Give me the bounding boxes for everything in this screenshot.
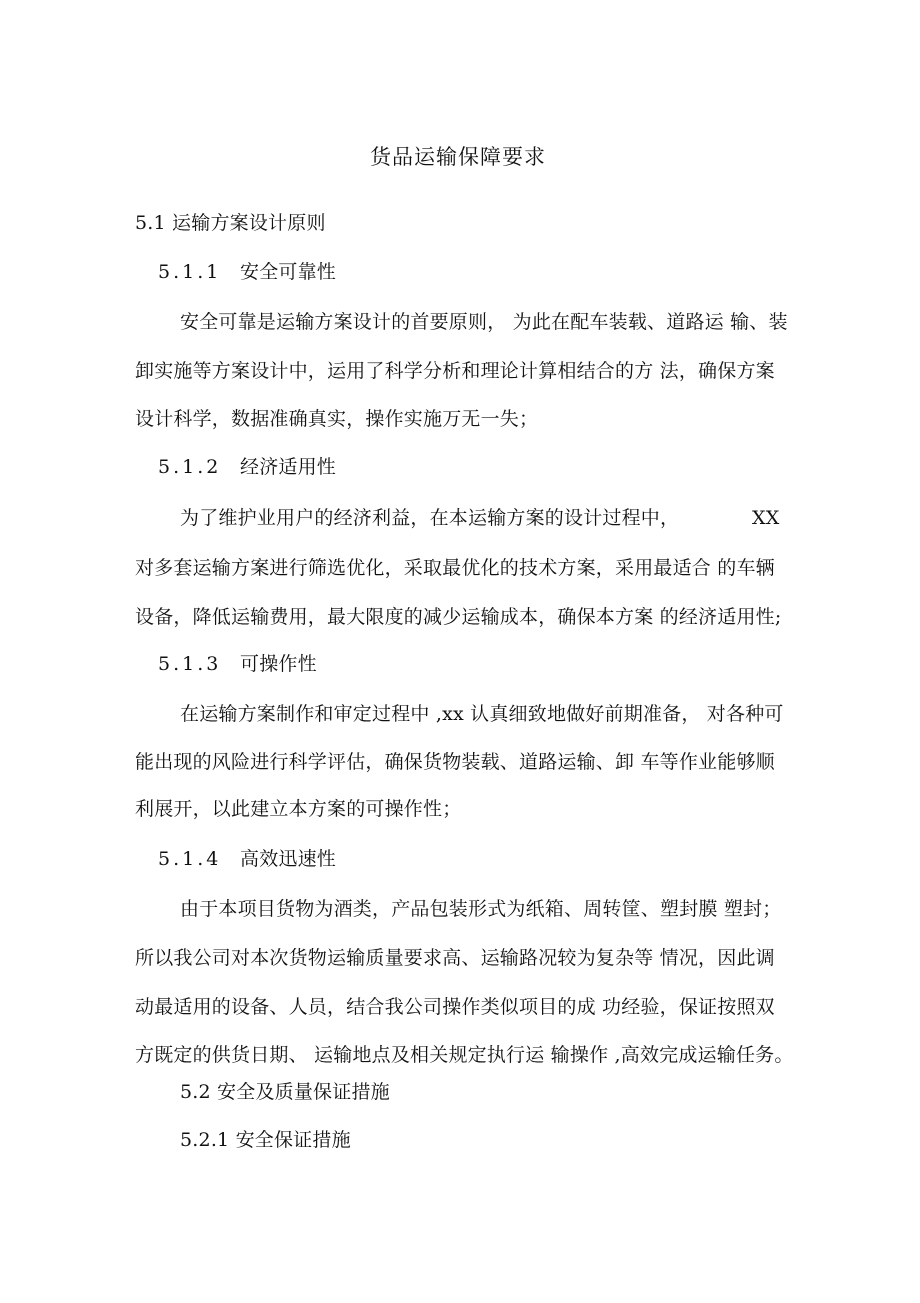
subsection-title: 可操作性 [240, 653, 317, 675]
paragraph-line: 设计科学，数据准确真实，操作实施万无一失； [135, 408, 539, 430]
paragraph-line: 动最适用的设备、人员，结合我公司操作类似项目的成 功经验，保证按照双 [135, 996, 775, 1018]
subsection-5-1-4-heading [158, 846, 336, 872]
paragraph-line: 对多套运输方案进行筛选优化，采取最优化的技术方案，采用最适合 的车辆 [135, 557, 775, 579]
paragraph-line-tail: XX [752, 507, 780, 529]
paragraph-line: 为了维护业用户的经济利益，在本运输方案的设计过程中， [180, 507, 680, 529]
subsection-number: 5.1.1 [158, 261, 222, 283]
paragraph-line: 方既定的供货日期、 运输地点及相关规定执行运 输操作 ,高效完成运输任务。 [135, 1044, 794, 1066]
paragraph-line: 利展开，以此建立本方案的可操作性； [135, 798, 462, 820]
section-5-2-heading: 5.2 安全及质量保证措施 [180, 1081, 390, 1103]
paragraph-line: 安全可靠是运输方案设计的首要原则， 为此在配车装载、道路运 输、装 [180, 311, 788, 333]
subsection-title: 安全可靠性 [240, 261, 337, 283]
subsection-5-2-1-heading: 5.2.1 安全保证措施 [180, 1129, 351, 1151]
document-title: 货品运输保障要求 [370, 145, 546, 169]
paragraph-line: 在运输方案制作和审定过程中 ,xx 认真细致地做好前期准备， 对各种可 [180, 703, 784, 725]
paragraph-line: 设备，降低运输费用，最大限度的减少运输成本，确保本方案 的经济适用性; [135, 606, 782, 628]
section-5-1-heading: 5.1 运输方案设计原则 [135, 212, 326, 234]
subsection-number: 5.1.3 [158, 653, 222, 675]
subsection-5-1-3-heading [158, 651, 317, 677]
subsection-5-1-1-heading [158, 259, 336, 285]
subsection-number: 5.1.4 [158, 848, 222, 870]
paragraph-line: 由于本项目货物为酒类，产品包装形式为纸箱、周转筐、塑封膜 塑封； [180, 898, 782, 920]
paragraph-line: 所以我公司对本次货物运输质量要求高、运输路况较为复杂等 情况，因此调 [135, 947, 775, 969]
paragraph-line: 卸实施等方案设计中，运用了科学分析和理论计算相结合的方 法，确保方案 [135, 360, 775, 382]
paragraph-line: 能出现的风险进行科学评估，确保货物装载、道路运输、卸 车等作业能够顺 [135, 751, 775, 773]
subsection-title: 经济适用性 [240, 456, 337, 478]
subsection-number: 5.1.2 [158, 456, 222, 478]
subsection-5-1-2-heading [158, 454, 336, 480]
subsection-title: 高效迅速性 [240, 848, 337, 870]
